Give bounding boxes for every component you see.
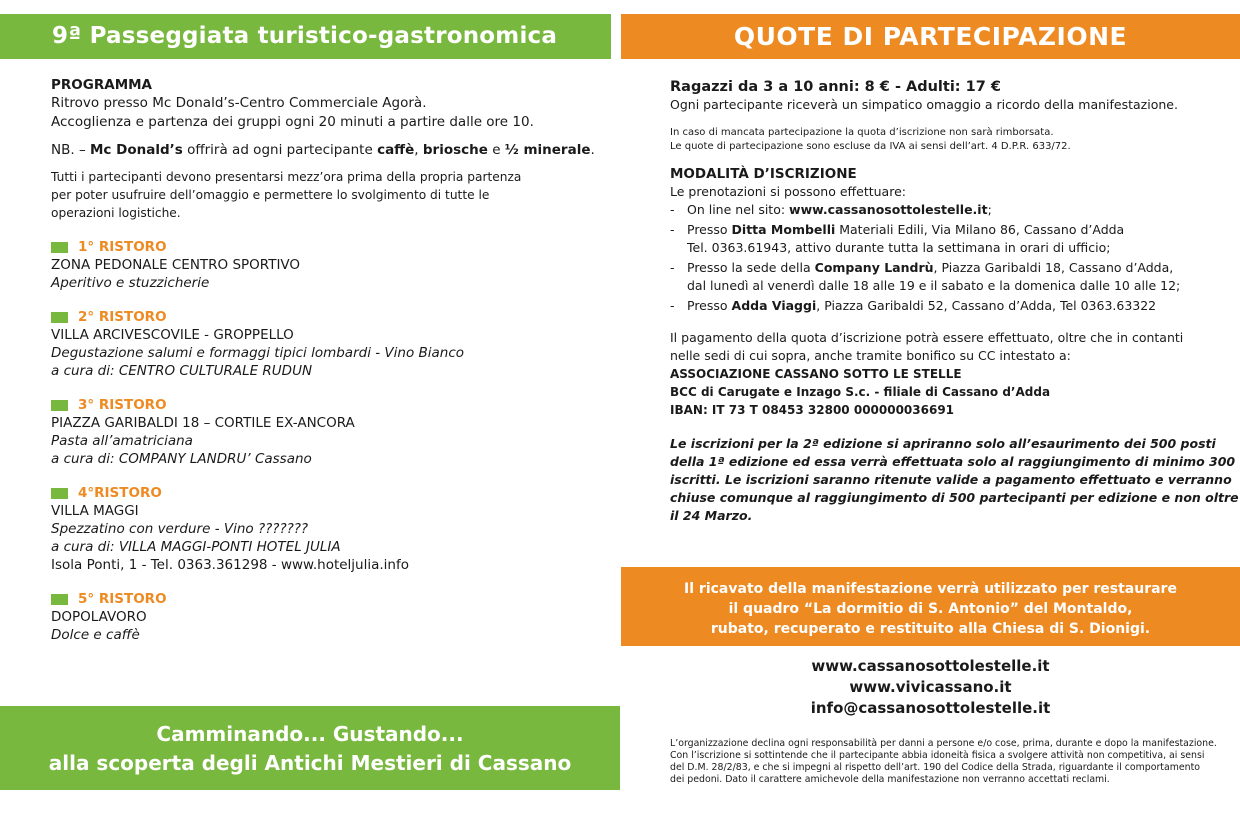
option-text: ; bbox=[987, 202, 992, 217]
left-title-banner bbox=[0, 14, 611, 59]
nb-end: . bbox=[590, 142, 595, 158]
ristoro-place: VILLA MAGGI bbox=[51, 503, 139, 519]
slogan-line: Camminando... Gustando... bbox=[156, 722, 464, 746]
nb-prefix: NB. – bbox=[51, 142, 90, 158]
option-text: Presso bbox=[687, 222, 732, 237]
fee-notes bbox=[670, 126, 1210, 154]
notice-line: per poter usufruire dell’omaggio e permettere lo svolgimento di tutte le bbox=[51, 188, 490, 202]
payment-block bbox=[670, 329, 1210, 365]
ristoro-detail: Degustazione salumi e formaggi tipici lombardi - Vino Bianco bbox=[51, 345, 465, 361]
ristoro-detail: Aperitivo e stuzzicherie bbox=[51, 275, 210, 291]
registration-option bbox=[670, 259, 1210, 295]
programme-heading: PROGRAMMA bbox=[51, 77, 153, 93]
edition-line: il 24 Marzo. bbox=[670, 508, 753, 523]
disclaimer-line: Con l’iscrizione si sottintende che il partecipante abbia idoneità fisica a svolgere attività non competitiva, ai sensi bbox=[670, 750, 1205, 761]
ristoro-detail: a cura di: COMPANY LANDRU’ Cassano bbox=[51, 451, 312, 467]
ristoro-heading bbox=[51, 238, 606, 256]
option-line bbox=[687, 221, 1210, 239]
links-block bbox=[621, 656, 1240, 719]
registration-option bbox=[670, 297, 1210, 315]
edition-line: della 1ª edizione ed essa verrà effettuata solo al raggiungimento di minimo 300 bbox=[670, 454, 1236, 469]
email-link[interactable]: info@cassanosottolestelle.it bbox=[810, 699, 1051, 717]
gift-line: Ogni partecipante riceverà un simpatico omaggio a ricordo della manifestazione. bbox=[670, 97, 1178, 112]
website-link[interactable]: www.cassanosottolestelle.it bbox=[811, 657, 1050, 675]
ristoro-detail: a cura di: CENTRO CULTURALE RUDUN bbox=[51, 363, 313, 379]
restoration-line: rubato, recuperato e restituito alla Chiesa di S. Dionigi. bbox=[710, 621, 1151, 637]
registration-option bbox=[670, 221, 1210, 257]
edition-line: Le iscrizioni per la 2ª edizione si apriranno solo all’esaurimento dei 500 posti bbox=[670, 436, 1216, 451]
dash-bullet-icon: - bbox=[670, 222, 675, 237]
option-line bbox=[687, 201, 1210, 219]
registration-intro: Le prenotazioni si possono effettuare: bbox=[670, 184, 906, 199]
nb-separator: e bbox=[487, 142, 505, 158]
programme-line: Accoglienza e partenza dei gruppi ogni 20 minuti a partire dalle ore 10. bbox=[51, 114, 534, 130]
bank-line: ASSOCIAZIONE CASSANO SOTTO LE STELLE bbox=[670, 367, 962, 381]
notice-line: Tutti i partecipanti devono presentarsi mezz’ora prima della propria partenza bbox=[51, 170, 522, 184]
slogan-banner bbox=[0, 706, 620, 790]
ristoro-detail: Dolce e caffè bbox=[51, 627, 140, 643]
prices-line: Ragazzi da 3 a 10 anni: 8 € - Adulti: 17 € bbox=[670, 79, 1001, 95]
fee-note: In caso di mancata partecipazione la quota d’iscrizione non sarà rimborsata. bbox=[670, 127, 1054, 138]
restoration-line: il quadro “La dormitio di S. Antonio” del Montaldo, bbox=[728, 601, 1133, 617]
option-text: , Piazza Garibaldi 52, Cassano d’Adda, Tel 0363.63322 bbox=[816, 298, 1157, 313]
ristoro-place: VILLA ARCIVESCOVILE - GROPPELLO bbox=[51, 327, 294, 343]
ristoro-detail: Spezzatino con verdure - Vino ??????? bbox=[51, 521, 309, 537]
nb-text: offrirà ad ogni partecipante bbox=[182, 142, 378, 158]
right-title-banner bbox=[621, 14, 1240, 59]
ristoro-4 bbox=[51, 484, 606, 574]
ristoro-title: 3° RISTORO bbox=[78, 397, 167, 413]
nb-brand: Mc Donald’s bbox=[89, 142, 183, 158]
disclaimer-line: del D.M. 28/2/83, e che si impegni al rispetto dell’art. 190 del Codice della Strada, riguardante il comportamento bbox=[670, 762, 1200, 773]
nb-item: ½ minerale bbox=[504, 142, 591, 158]
ristoro-1 bbox=[51, 238, 606, 292]
bank-line: BCC di Carugate e Inzago S.c. - filiale di Cassano d’Adda bbox=[670, 385, 1051, 399]
fees-column bbox=[670, 78, 1239, 525]
ristoro-3 bbox=[51, 396, 606, 468]
ristoro-title: 5° RISTORO bbox=[78, 591, 167, 607]
slogan-line: alla scoperta degli Antichi Mestieri di Cassano bbox=[48, 751, 572, 775]
nb-item: caffè bbox=[377, 142, 415, 158]
disclaimer bbox=[670, 738, 1217, 786]
edition-line: chiuse comunque al raggiungimento di 500 partecipanti per edizione e non oltre bbox=[670, 490, 1239, 505]
fee-note: Le quote di partecipazione sono escluse da IVA ai sensi dell’art. 4 D.P.R. 633/72. bbox=[670, 141, 1071, 152]
option-text: Presso la sede della bbox=[687, 260, 815, 275]
dash-bullet-icon: - bbox=[670, 298, 675, 313]
left-title: 9ª Passeggiata turistico-gastronomica bbox=[52, 23, 558, 49]
ristoro-title: 4°RISTORO bbox=[78, 485, 162, 501]
green-square-icon bbox=[51, 594, 68, 605]
registration-heading: MODALITÀ D’ISCRIZIONE bbox=[670, 166, 857, 182]
option-venue: Ditta Mombelli bbox=[731, 222, 836, 237]
iban-line: IBAN: IT 73 T 08453 32800 000000036691 bbox=[670, 403, 955, 417]
ristoro-place: ZONA PEDONALE CENTRO SPORTIVO bbox=[51, 257, 301, 273]
registration-option bbox=[670, 201, 1210, 219]
dash-bullet-icon: - bbox=[670, 202, 675, 217]
option-line: Tel. 0363.61943, attivo durante tutta la settimana in orari di ufficio; bbox=[687, 240, 1111, 255]
ristoro-contact: Isola Ponti, 1 - Tel. 0363.361298 - www.hoteljulia.info bbox=[51, 557, 409, 573]
ristoro-heading bbox=[51, 484, 606, 502]
restoration-line: Il ricavato della manifestazione verrà utilizzato per restaurare bbox=[684, 581, 1177, 597]
ristoro-2 bbox=[51, 308, 606, 380]
ristoro-title: 2° RISTORO bbox=[78, 309, 167, 325]
ristoro-detail: a cura di: VILLA MAGGI-PONTI HOTEL JULIA bbox=[51, 539, 341, 555]
option-text: Materiali Edili, Via Milano 86, Cassano d’Adda bbox=[835, 222, 1125, 237]
nb-item: briosche bbox=[422, 142, 488, 158]
option-line: dal lunedì al venerdì dalle 18 alle 19 e il sabato e la domenica dalle 10 alle 12; bbox=[687, 278, 1181, 293]
programme-column bbox=[51, 76, 606, 644]
option-text: , Piazza Garibaldi 18, Cassano d’Adda, bbox=[933, 260, 1174, 275]
green-square-icon bbox=[51, 242, 68, 253]
ristoro-detail: Pasta all’amatriciana bbox=[51, 433, 193, 449]
payment-line: Il pagamento della quota d’iscrizione potrà essere effettuato, oltre che in contanti bbox=[670, 330, 1184, 345]
green-square-icon bbox=[51, 488, 68, 499]
edition-notice bbox=[670, 435, 1239, 525]
option-venue: Adda Viaggi bbox=[731, 298, 817, 313]
nb-separator: , bbox=[414, 142, 423, 158]
right-title: QUOTE DI PARTECIPAZIONE bbox=[733, 22, 1128, 51]
payment-line: nelle sedi di cui sopra, anche tramite bonifico su CC intestato a: bbox=[670, 348, 1071, 363]
option-line bbox=[687, 297, 1210, 315]
notice-block bbox=[51, 168, 606, 222]
nb-line bbox=[51, 141, 606, 160]
disclaimer-line: dei pedoni. Dato il carattere amichevole della manifestazione non verranno accettati reclami. bbox=[670, 774, 1110, 785]
ristoro-heading bbox=[51, 308, 606, 326]
option-text: On line nel sito: bbox=[687, 202, 790, 217]
ristoro-heading bbox=[51, 396, 606, 414]
edition-line: iscritti. Le iscrizioni saranno ritenute valide a pagamento effettuato e verranno bbox=[670, 472, 1232, 487]
dash-bullet-icon: - bbox=[670, 260, 675, 275]
ristoro-heading bbox=[51, 590, 606, 608]
website-link[interactable]: www.cassanosottolestelle.it bbox=[789, 202, 988, 217]
option-venue: Company Landrù bbox=[814, 260, 934, 275]
ristoro-5 bbox=[51, 590, 606, 644]
registration-options bbox=[670, 201, 1210, 315]
disclaimer-line: L’organizzazione declina ogni responsabilità per danni a persone e/o cose, prima, durante e dopo la manifestazione. bbox=[670, 738, 1217, 749]
programme-line: Ritrovo presso Mc Donald’s-Centro Commerciale Agorà. bbox=[51, 95, 427, 111]
notice-line: operazioni logistiche. bbox=[51, 206, 181, 220]
website-link[interactable]: www.vivicassano.it bbox=[849, 678, 1012, 696]
ristoro-title: 1° RISTORO bbox=[78, 239, 167, 255]
green-square-icon bbox=[51, 400, 68, 411]
option-text: Presso bbox=[687, 298, 732, 313]
bank-details bbox=[670, 365, 1210, 419]
ristoro-place: PIAZZA GARIBALDI 18 – CORTILE EX-ANCORA bbox=[51, 415, 355, 431]
ristoro-place: DOPOLAVORO bbox=[51, 609, 147, 625]
green-square-icon bbox=[51, 312, 68, 323]
restoration-banner bbox=[621, 567, 1240, 646]
option-line bbox=[687, 259, 1210, 277]
